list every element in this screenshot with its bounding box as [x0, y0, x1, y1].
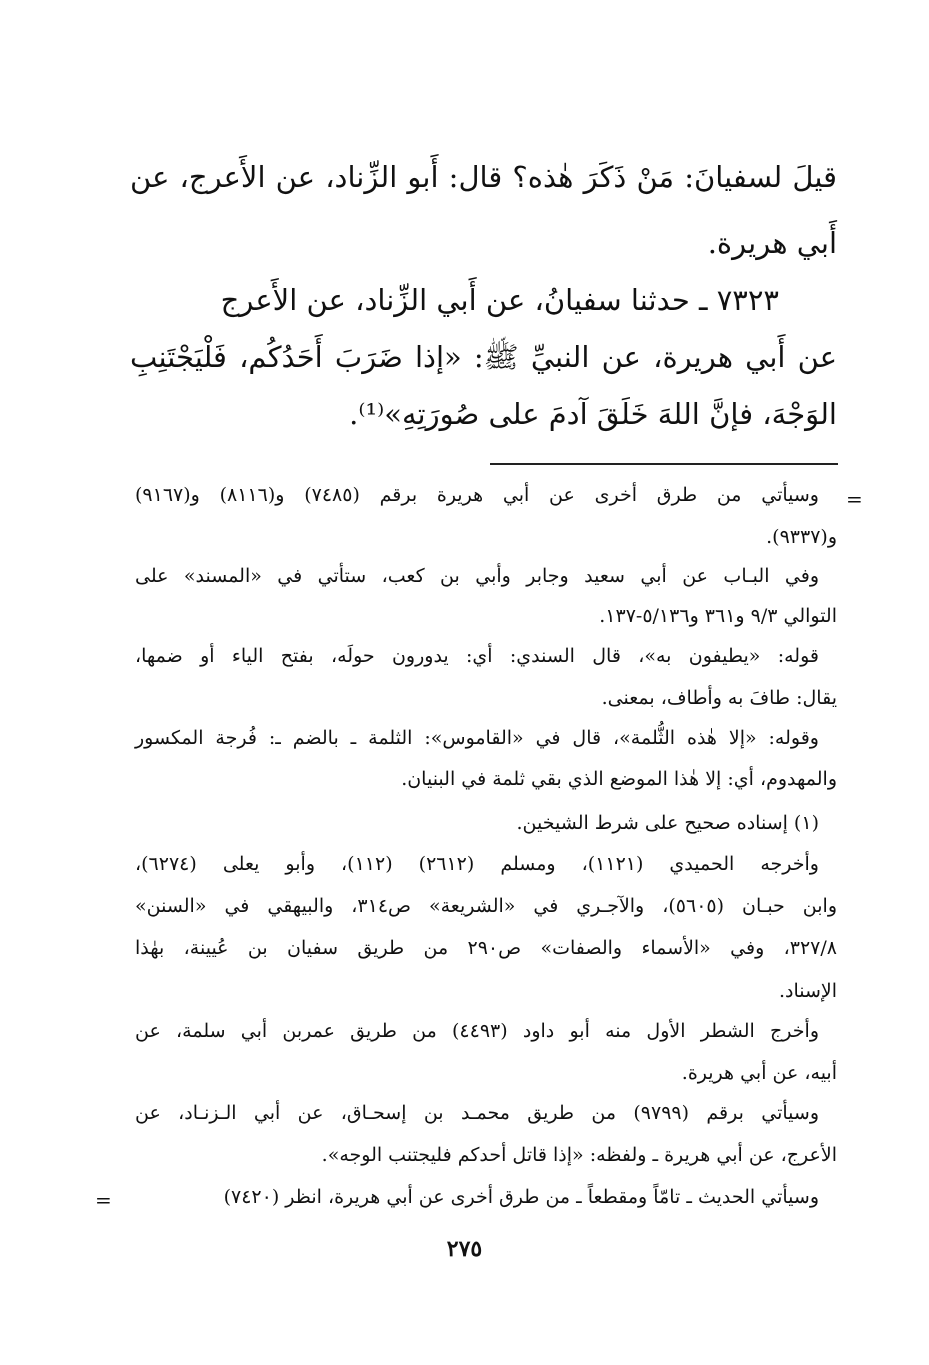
- footnote-line-14: وأخرج الشطر الأول منه أبو داود (٤٤٩٣) من طريق عمربن أبي سلمة، عن: [135, 1020, 819, 1042]
- footnote-line-6: يقال: طافَ به وأطاف، بمعنى.: [601, 687, 837, 709]
- continuation-mark-start: =: [846, 487, 863, 511]
- footnote-line-7: وقوله: «إلا هٰذه الثُّلمة»، قال في «القاموس»: الثلمة ـ بالضم ـ: فُرجة المكسور: [135, 727, 819, 749]
- footnote-line-18: وسيأتي الحديث ـ تامّاً ومقطعاً ـ من طرق أخرى عن أبي هريرة، انظر (٧٤٢٠): [223, 1186, 819, 1208]
- footnote-line-16: وسيأتي برقم (٩٧٩٩) من طريق محمـد بن إسحـاق، عن أبي الـزنـاد، عن: [135, 1102, 819, 1124]
- main-text-line-1: قيلَ لسفيانَ: مَنْ ذَكَرَ هٰذه؟ قال: أَبو الزِّناد، عن الأَعرج، عن: [130, 160, 837, 194]
- page-number: ٢٧٥: [446, 1236, 483, 1262]
- footnote-line-13: الإسناد.: [778, 980, 837, 1002]
- main-text-line-4: عن أَبي هريرة، عن النبيِّ ﷺ: «إذا ضَرَبَ أَحَدُكُم، فَلْيَجْتَنِبِ: [130, 340, 837, 374]
- footnote-line-11: وابن حبـان (٥٦٠٥)، والآجـري في «الشريعة» ص٣١٤، والبيهقي في «السنن»: [135, 895, 837, 917]
- footnote-line-10: وأخرجه الحميدي (١١٢١)، ومسلم (٢٦١٢) (١١٢)، وأبو يعلى (٦٢٧٤)،: [135, 853, 819, 875]
- footnote-line-5: قوله: «يطيفون به»، قال السندي: أي: يدورون حولَه، بفتح الياء أو ضمها،: [135, 645, 819, 667]
- footnote-line-15: أبيه، عن أبي هريرة.: [681, 1062, 837, 1084]
- footnote-line-12: ٣٢٧/٨، وفي «الأسماء والصفات» ص٢٩٠ من طريق سفيان بن عُيينة، بهٰذا: [135, 937, 837, 959]
- footnote-line-8: والمهدوم، أي: إلا هٰذا الموضع الذي بقي ثلمة في البنيان.: [401, 768, 837, 790]
- hadith-number-line: ٧٣٢٣ ـ حدثنا سفيانُ، عن أَبي الزِّناد، عن الأَعرج: [220, 283, 779, 317]
- footnote-line-2: و(٩٣٣٧).: [766, 526, 837, 548]
- footnote-separator: [490, 463, 838, 465]
- footnote-line-1: وسيأتي من طرق أخرى عن أبي هريرة برقم (٧٤٨٥) و(٨١١٦) و(٩١٦٧): [135, 484, 819, 506]
- footnote-line-17: الأعرج، عن أبي هريرة ـ ولفظه: «إذا قاتل أحدكم فليجتنب الوجه».: [321, 1144, 837, 1166]
- main-text-line-5: الوَجْهَ، فإنَّ اللهَ خَلَقَ آدمَ على صُورَتِهِ»⁽¹⁾.: [349, 397, 837, 431]
- footnote-line-3: وفي البـاب عن أبي سعيد وجابر وأبي بن كعب، ستأتي في «المسند» على: [135, 565, 819, 587]
- main-text-line-2: أَبي هريرة.: [707, 226, 837, 260]
- footnote-line-4: التوالي ٩/٣ و٣٦١ و٥/١٣٦-١٣٧.: [599, 605, 837, 627]
- continuation-mark-end: =: [95, 1188, 112, 1212]
- footnote-line-9: (١) إسناده صحيح على شرط الشيخين.: [516, 812, 819, 834]
